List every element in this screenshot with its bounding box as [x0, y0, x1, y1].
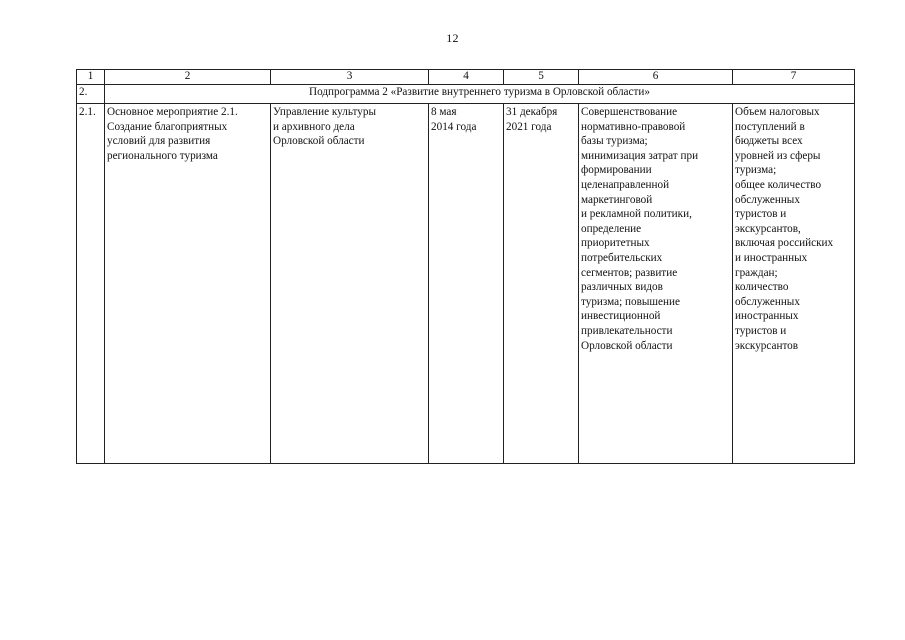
start-date-line: 8 мая — [431, 106, 457, 118]
result-line: Совершенствование — [581, 106, 678, 118]
executor-cell — [271, 104, 429, 464]
measure-cell — [105, 104, 271, 464]
executor-line: и архивного дела — [273, 120, 355, 133]
indicator-line: иностранных — [735, 310, 799, 323]
executor-line: Орловской области — [273, 135, 365, 148]
column-number: 6 — [579, 70, 733, 85]
column-number: 7 — [733, 70, 855, 85]
result-line: определение — [581, 222, 642, 235]
indicator-line: туризма; — [735, 164, 777, 177]
indicators-cell — [733, 104, 855, 464]
program-table — [76, 69, 855, 464]
section-number: 2. — [77, 85, 105, 104]
result-line: различных видов — [581, 281, 663, 294]
indicator-line: граждан; — [735, 266, 778, 279]
start-date-cell — [429, 104, 504, 464]
result-line: сегментов; развитие — [581, 266, 678, 279]
indicator-line: экскурсантов, — [735, 222, 801, 235]
result-line: Орловской области — [581, 339, 673, 352]
indicator-line: экскурсантов — [735, 339, 799, 352]
start-date-line: 2014 года — [431, 120, 477, 133]
column-number: 4 — [429, 70, 504, 85]
column-number: 2 — [105, 70, 271, 85]
indicator-line: обслуженных — [735, 193, 800, 206]
result-line: инвестиционной — [581, 310, 661, 323]
result-line: базы туризма; — [581, 135, 648, 148]
expected-result-cell — [579, 104, 733, 464]
end-date-line: 31 декабря — [506, 106, 558, 118]
column-number: 5 — [504, 70, 579, 85]
result-line: приоритетных — [581, 237, 650, 250]
result-line: маркетинговой — [581, 193, 653, 206]
indicator-line: туристов и — [735, 208, 787, 221]
table-row — [77, 104, 855, 464]
subprogram-row — [77, 85, 855, 104]
indicator-line: бюджеты всех — [735, 135, 803, 148]
result-line: минимизация затрат при — [581, 149, 699, 162]
indicator-line: Объем налоговых — [735, 106, 820, 118]
indicator-line: уровней из сферы — [735, 149, 821, 162]
measure-line: Создание благоприятных — [107, 120, 228, 133]
column-number-row — [77, 70, 855, 85]
indicator-line: и иностранных — [735, 251, 808, 264]
measure-line: Основное мероприятие 2.1. — [107, 106, 238, 118]
indicator-line: количество — [735, 281, 789, 294]
measure-line: условий для развития — [107, 135, 211, 148]
result-line: формировании — [581, 164, 652, 177]
end-date-line: 2021 года — [506, 120, 552, 133]
indicator-line: поступлений в — [735, 120, 805, 133]
indicator-line: включая российских — [735, 237, 834, 250]
result-line: нормативно-правовой — [581, 120, 686, 133]
result-line: потребительских — [581, 251, 663, 264]
column-number: 1 — [77, 70, 105, 85]
result-line: привлекательности — [581, 324, 673, 337]
column-number: 3 — [271, 70, 429, 85]
indicator-line: туристов и — [735, 324, 787, 337]
end-date-cell — [504, 104, 579, 464]
result-line: и рекламной политики, — [581, 208, 692, 221]
section-title: Подпрограмма 2 «Развитие внутреннего туризма в Орловской области» — [105, 85, 855, 104]
measure-line: регионального туризма — [107, 149, 218, 162]
indicator-line: обслуженных — [735, 295, 800, 308]
result-line: целенаправленной — [581, 178, 670, 191]
executor-line: Управление культуры — [273, 106, 376, 118]
page-number: 12 — [446, 31, 459, 45]
indicator-line: общее количество — [735, 178, 822, 191]
row-number: 2.1. — [77, 104, 105, 464]
result-line: туризма; повышение — [581, 295, 680, 308]
